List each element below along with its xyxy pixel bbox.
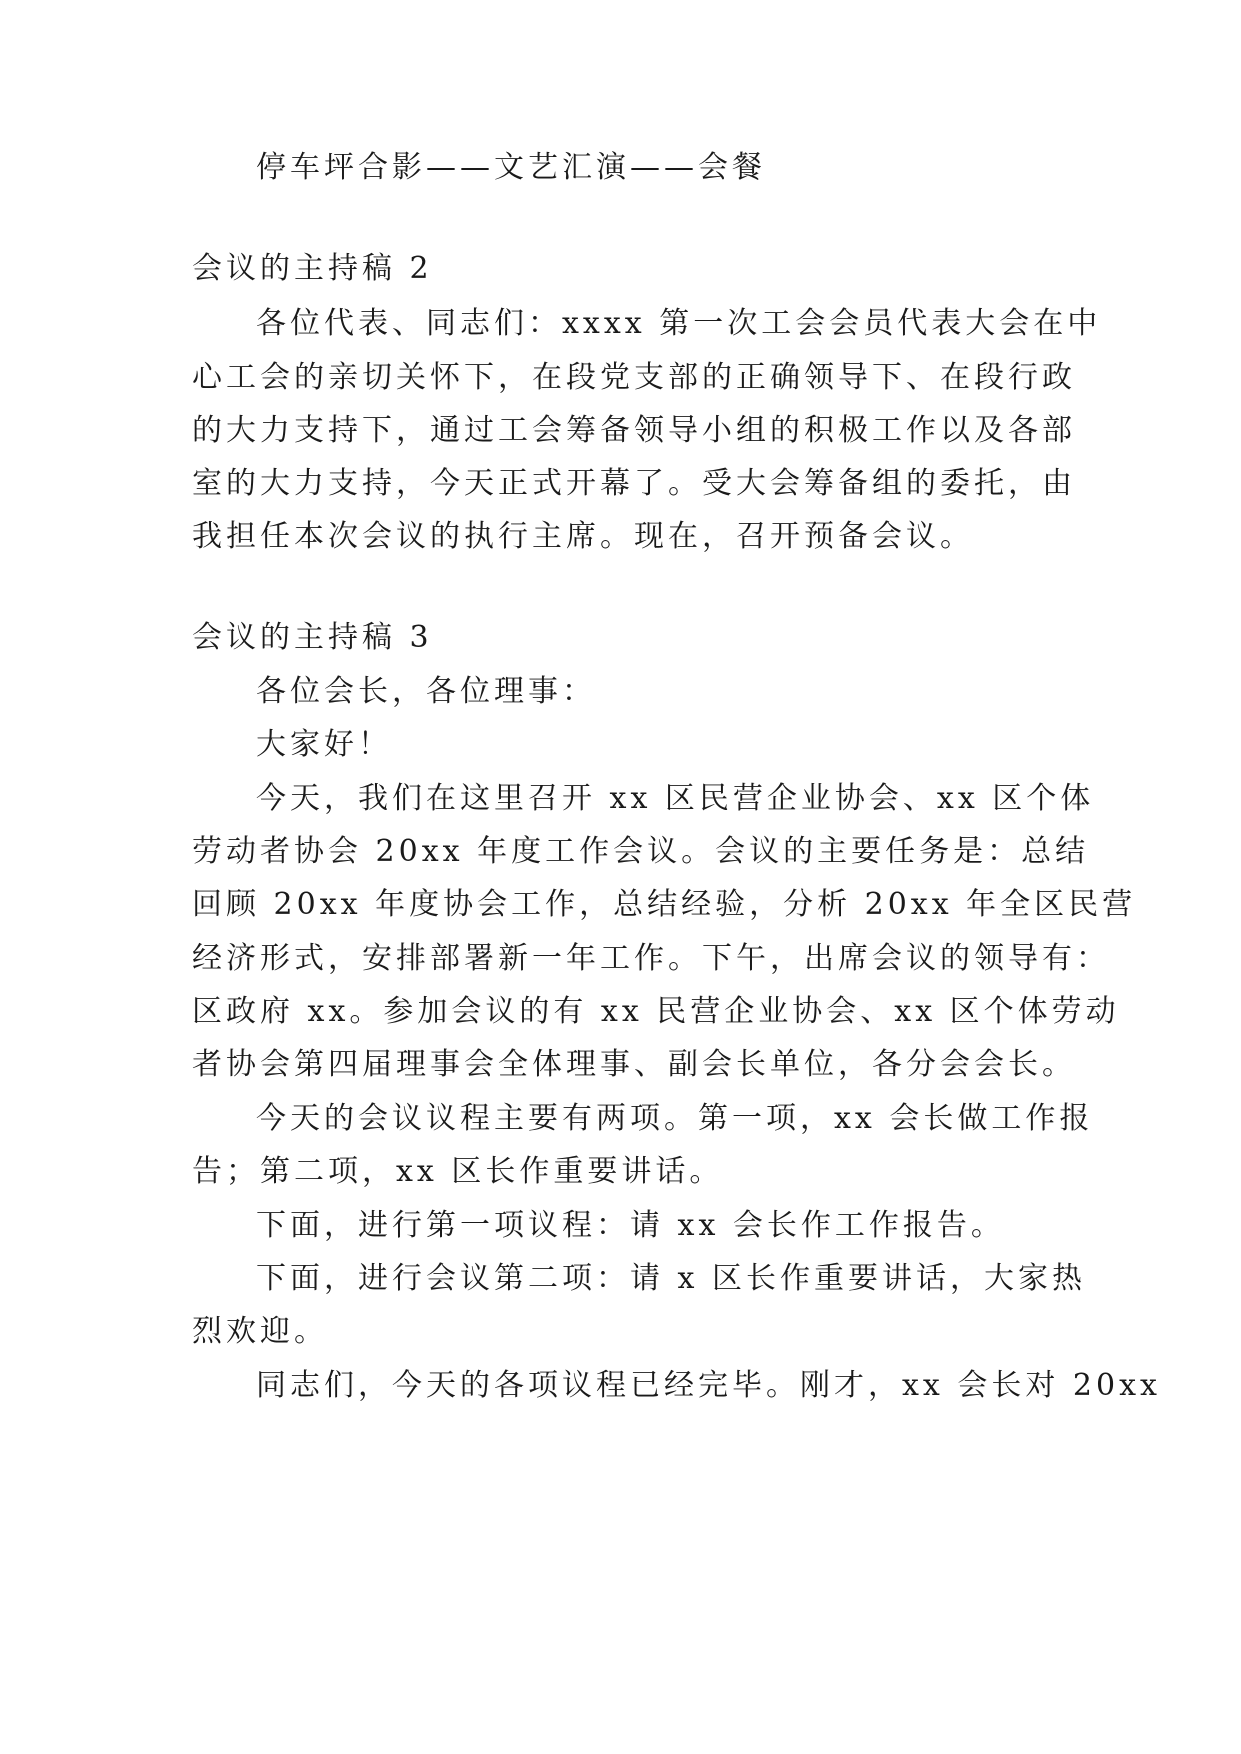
paragraph-line: 同志们，今天的各项议程已经完毕。刚才，xx 会长对 20xx <box>256 1368 1161 1403</box>
paragraph-line: 者协会第四届理事会全体理事、副会长单位，各分会会长。 <box>192 1047 1076 1082</box>
paragraph-line: 室的大力支持，今天正式开幕了。受大会筹备组的委托，由 <box>192 466 1076 501</box>
paragraph-line: 今天的会议议程主要有两项。第一项，xx 会长做工作报 <box>256 1101 1094 1136</box>
paragraph-line: 今天，我们在这里召开 xx 区民营企业协会、xx 区个体 <box>256 781 1095 816</box>
paragraph-line: 烈欢迎。 <box>192 1314 328 1349</box>
paragraph-line: 下面，进行第一项议程：请 xx 会长作工作报告。 <box>256 1208 1005 1243</box>
paragraph-line: 回顾 20xx 年度协会工作，总结经验，分析 20xx 年全区民营 <box>192 887 1137 922</box>
paragraph-line: 告；第二项，xx 区长作重要讲话。 <box>192 1154 724 1189</box>
paragraph-line: 我担任本次会议的执行主席。现在，召开预备会议。 <box>192 519 974 554</box>
paragraph-line: 经济形式，安排部署新一年工作。下午，出席会议的领导有： <box>192 941 1110 976</box>
paragraph-line: 下面，进行会议第二项：请 x 区长作重要讲话，大家热 <box>256 1261 1086 1296</box>
greeting-line: 大家好！ <box>256 727 392 762</box>
section-heading-3: 会议的主持稿 3 <box>192 620 433 655</box>
salutation-line: 各位会长，各位理事： <box>256 674 596 709</box>
section-heading-2: 会议的主持稿 2 <box>192 251 433 286</box>
paragraph-line: 心工会的亲切关怀下，在段党支部的正确领导下、在段行政 <box>192 360 1076 395</box>
paragraph-line: 区政府 xx。参加会议的有 xx 民营企业协会、xx 区个体劳动 <box>192 994 1120 1029</box>
paragraph-line: 劳动者协会 20xx 年度工作会议。会议的主要任务是：总结 <box>192 834 1090 869</box>
paragraph-line: 的大力支持下，通过工会筹备领导小组的积极工作以及各部 <box>192 413 1076 448</box>
intro-line: 停车坪合影——文艺汇演——会餐 <box>256 150 766 185</box>
paragraph-line: 各位代表、同志们：xxxx 第一次工会会员代表大会在中 <box>256 306 1102 341</box>
